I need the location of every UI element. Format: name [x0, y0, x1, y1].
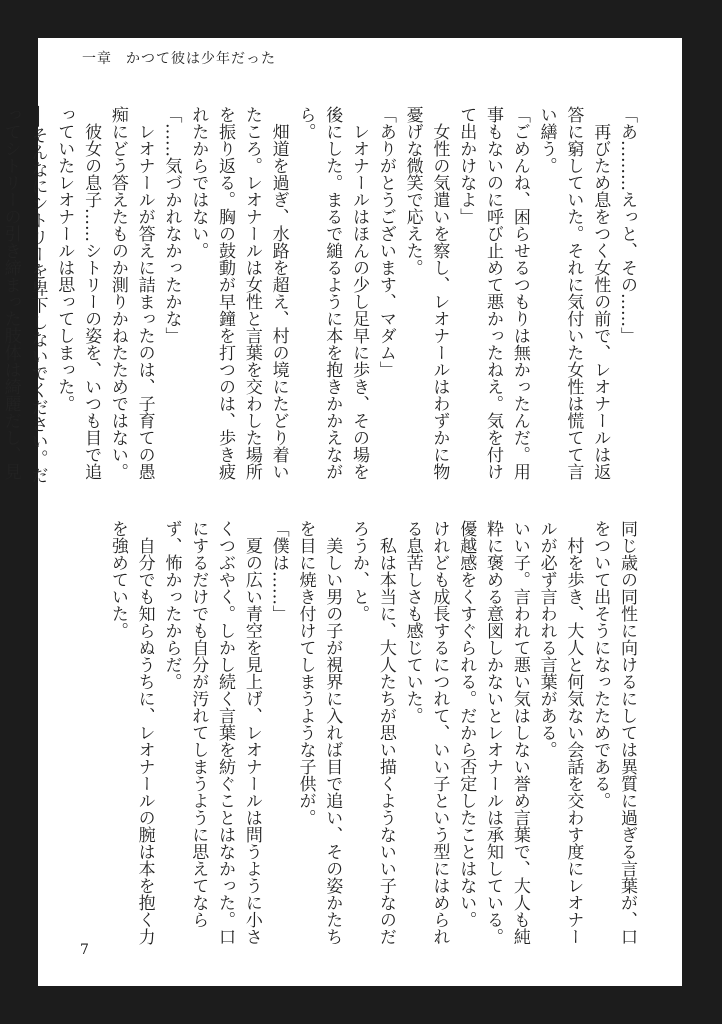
paragraph: レオナールはほんの少し足早に歩き、その場を後にした。まるで縋るように本を抱きかかえながら。 — [295, 106, 370, 480]
paragraph: 再びため息をつく女性の前で、レオナールは返答に窮していた。それに気付いた女性は慌てて言い繕う。 — [536, 106, 611, 480]
paragraph: いい子。言われて悪い気はしない誉め言葉で、大人も純粋に褒める意図しかないとレオナールは承知している。優越感をくすぐられる。だから否定したことはない。 — [456, 520, 530, 945]
paragraph: ──そんなにシトリーを卑下しないでください。だってシトリーの引き締まった肢体は綺麗だし、見 — [0, 106, 48, 484]
paragraph: 彼女の息子……シトリーの姿を、いつも目で追っていたレオナールは思ってしまった。 — [54, 106, 102, 480]
paragraph: 私は本当に、大人たちが思い描くようないい子なのだろうか、と。 — [349, 520, 396, 945]
text-block-bottom — [107, 520, 640, 955]
book-page — [0, 38, 682, 986]
running-head — [82, 48, 276, 68]
paragraph: けれども成長するにつれて、いい子という型にはめられる息苦しさも感じていた。 — [402, 520, 450, 945]
paragraph: 「ごめんね、困らせるつもりは無かったんだ。用事もないのに呼び止めて悪かったねえ。気を付けて出かけなよ」 — [456, 106, 530, 480]
paragraph: 「ありがとうございます、マダム」 — [375, 106, 396, 378]
text-block-top — [0, 106, 640, 488]
paragraph: 村を歩き、大人と何気ない会話を交わす度にレオナールが必ず言われる言葉がある。 — [536, 520, 584, 945]
paragraph: 夏の広い青空を見上げ、レオナールは問うように小さくつぶやく。しかし続く言葉を紡ぐことはなかった。口にするだけでも自分が汚れてしまうように思えてならず、怖かったからだ。 — [161, 520, 262, 945]
paragraph: 自分でも知らぬうちに、レオナールの腕は本を抱く力を強めていた。 — [107, 520, 155, 945]
paragraph: 畑道を過ぎ、水路を超え、村の境にたどり着いたころ。レオナールは女性と言葉を交わした場所を振り返る。胸の鼓動が早鐘を打つのは、歩き疲れたからではない。 — [188, 106, 289, 480]
paragraph: レオナールが答えに詰まったのは、子育ての愚痴にどう答えたものか測りかねたためではない。 — [107, 106, 155, 480]
chapter-label: 一章 — [82, 51, 112, 67]
page-number: 7 — [80, 942, 89, 958]
paragraph: 同じ歳の同性に向けるにしては異質に過ぎる言葉が、口をついて出そうになったためである。 — [590, 520, 637, 945]
paragraph: 「あ………えっと、その……」 — [617, 106, 637, 344]
paragraph: 「……気づかれなかったかな」 — [161, 106, 182, 344]
paragraph: 美しい男の子が視界に入れば目で追い、その姿かたちを目に焼き付けてしまうような子供が。 — [295, 520, 343, 945]
chapter-title: かつて彼は少年だった — [126, 51, 276, 67]
paragraph: 女性の気遣いを察し、レオナールはわずかに物憂げな微笑で応えた。 — [402, 106, 450, 480]
paragraph: 「僕は……」 — [268, 520, 289, 622]
